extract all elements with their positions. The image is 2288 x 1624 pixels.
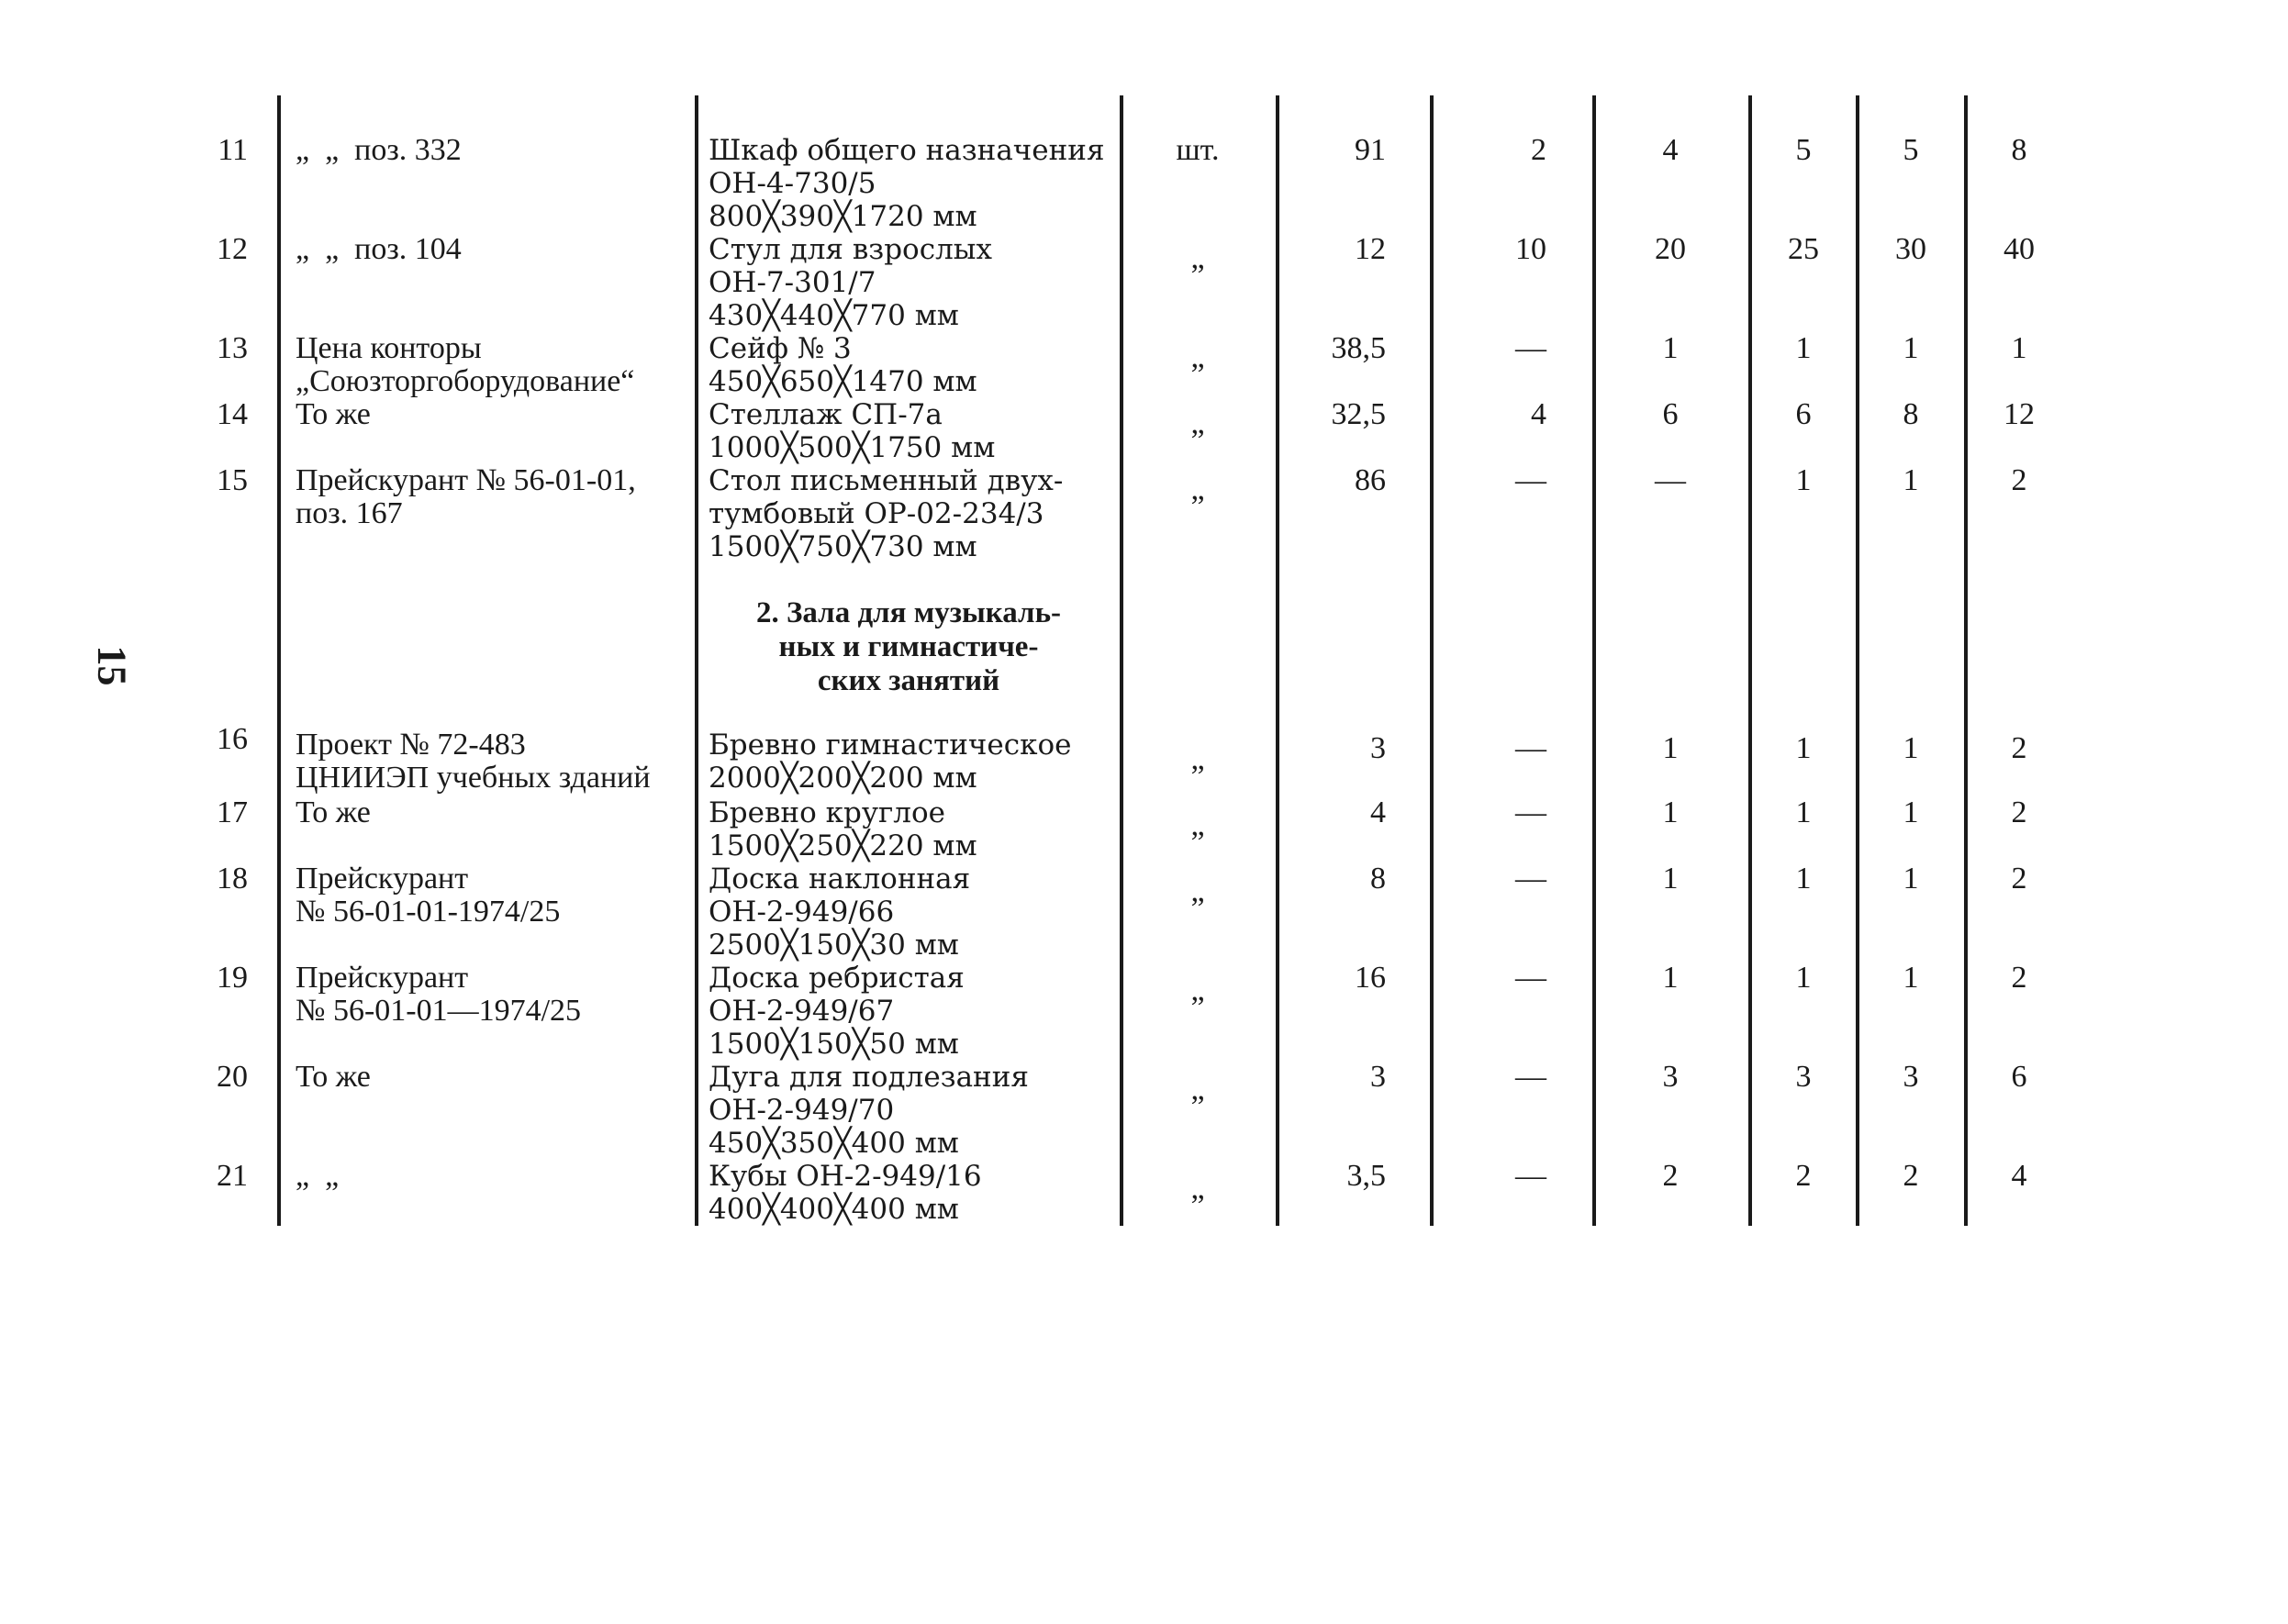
price-cell: 12 xyxy=(1355,232,1386,266)
row-number: 14 xyxy=(217,397,248,431)
unit-cell: „ xyxy=(1190,1073,1205,1107)
source-cell: Проект № 72-483 ЦНИИЭП учебных зданий xyxy=(296,728,651,795)
source-cell: „ „ поз. 104 xyxy=(296,232,462,266)
unit-cell: „ xyxy=(1190,241,1205,275)
quantity-cell: 6 xyxy=(2011,1060,2027,1094)
source-cell: То же xyxy=(296,1060,371,1094)
quantity-cell: 1 xyxy=(1662,961,1679,995)
unit-cell: „ xyxy=(1190,874,1205,908)
price-cell: 91 xyxy=(1355,133,1386,167)
row-number: 12 xyxy=(217,232,248,266)
quantity-cell: 25 xyxy=(1788,232,1819,266)
column-rule xyxy=(277,95,281,1226)
column-rule xyxy=(1748,95,1752,1226)
quantity-cell: 4 xyxy=(2011,1159,2027,1193)
row-number: 16 xyxy=(217,722,248,756)
source-cell: Прейскурант № 56-01-01, поз. 167 xyxy=(296,463,636,530)
quantity-cell: 6 xyxy=(1795,397,1812,431)
quantity-cell: 10 xyxy=(1515,232,1546,266)
item-name-cell: Бревно гимнастическое 2000╳200╳200 мм xyxy=(709,729,1072,795)
quantity-cell: 8 xyxy=(1903,397,1919,431)
quantity-cell: 1 xyxy=(2011,331,2027,365)
quantity-cell: 2 xyxy=(2011,463,2027,497)
unit-cell: „ xyxy=(1190,406,1205,440)
quantity-cell: 1 xyxy=(1903,731,1919,765)
item-name-cell: Дуга для подлезания ОН-2-949/70 450╳350╳400 мм xyxy=(709,1061,1029,1160)
row-number: 19 xyxy=(217,961,248,995)
row-number: 21 xyxy=(217,1159,248,1193)
quantity-cell: 1 xyxy=(1662,331,1679,365)
item-name-cell: Стол письменный двух- тумбовый ОР-02-234/3 1500╳750╳730 мм xyxy=(709,464,1064,563)
quantity-cell: 1 xyxy=(1903,463,1919,497)
quantity-cell: 5 xyxy=(1903,133,1919,167)
quantity-cell: 2 xyxy=(2011,961,2027,995)
section-header: 2. Зала для музыкаль- ных и гимнастиче- ских занятий xyxy=(755,596,1062,697)
source-cell: То же xyxy=(296,397,371,431)
source-cell: Прейскурант № 56-01-01-1974/25 xyxy=(296,862,561,929)
price-cell: 86 xyxy=(1355,463,1386,497)
quantity-cell: 3 xyxy=(1795,1060,1812,1094)
quantity-cell: 1 xyxy=(1903,331,1919,365)
price-cell: 16 xyxy=(1355,961,1386,995)
column-rule xyxy=(1430,95,1434,1226)
quantity-cell: — xyxy=(1515,1060,1546,1094)
quantity-cell: 1 xyxy=(1662,795,1679,829)
item-name-cell: Кубы ОН-2-949/16 400╳400╳400 мм xyxy=(709,1160,982,1226)
quantity-cell: — xyxy=(1515,463,1546,497)
source-cell: „ „ поз. 332 xyxy=(296,133,462,167)
row-number: 15 xyxy=(217,463,248,497)
quantity-cell: — xyxy=(1515,862,1546,895)
quantity-cell: 40 xyxy=(2003,232,2035,266)
row-number: 20 xyxy=(217,1060,248,1094)
quantity-cell: 4 xyxy=(1662,133,1679,167)
column-rule xyxy=(1592,95,1596,1226)
quantity-cell: 1 xyxy=(1795,731,1812,765)
unit-cell: „ xyxy=(1190,973,1205,1007)
quantity-cell: 8 xyxy=(2011,133,2027,167)
quantity-cell: 12 xyxy=(2003,397,2035,431)
price-cell: 38,5 xyxy=(1331,331,1386,365)
quantity-cell: 4 xyxy=(1531,397,1546,431)
unit-cell: „ xyxy=(1190,808,1205,842)
quantity-cell: 3 xyxy=(1662,1060,1679,1094)
unit-cell: „ xyxy=(1190,1172,1205,1206)
quantity-cell: 1 xyxy=(1795,463,1812,497)
price-cell: 3 xyxy=(1370,1060,1386,1094)
quantity-cell: 2 xyxy=(1662,1159,1679,1193)
row-number: 13 xyxy=(217,331,248,365)
quantity-cell: 1 xyxy=(1795,961,1812,995)
price-cell: 3,5 xyxy=(1346,1159,1386,1193)
row-number: 17 xyxy=(217,795,248,829)
quantity-cell: 20 xyxy=(1655,232,1686,266)
quantity-cell: 6 xyxy=(1662,397,1679,431)
unit-cell: „ xyxy=(1190,742,1205,776)
quantity-cell: 2 xyxy=(2011,795,2027,829)
column-rule xyxy=(1120,95,1123,1226)
quantity-cell: 1 xyxy=(1795,862,1812,895)
price-cell: 3 xyxy=(1370,731,1386,765)
quantity-cell: 1 xyxy=(1903,862,1919,895)
source-cell: „ „ xyxy=(296,1159,340,1193)
quantity-cell: 3 xyxy=(1903,1060,1919,1094)
quantity-cell: 1 xyxy=(1903,961,1919,995)
row-number: 11 xyxy=(218,133,248,167)
item-name-cell: Шкаф общего назначения ОН-4-730/5 800╳390╳1720 мм xyxy=(709,134,1105,233)
quantity-cell: — xyxy=(1515,331,1546,365)
item-name-cell: Стул для взрослых ОН-7-301/7 430╳440╳770 мм xyxy=(709,233,992,332)
item-name-cell: Доска ребристая ОН-2-949/67 1500╳150╳50 мм xyxy=(709,962,965,1061)
quantity-cell: 2 xyxy=(1795,1159,1812,1193)
quantity-cell: — xyxy=(1515,731,1546,765)
quantity-cell: 2 xyxy=(1531,133,1546,167)
quantity-cell: 1 xyxy=(1662,731,1679,765)
quantity-cell: 2 xyxy=(2011,731,2027,765)
price-cell: 8 xyxy=(1370,862,1386,895)
item-name-cell: Стеллаж СП-7а 1000╳500╳1750 мм xyxy=(709,398,996,464)
quantity-cell: 2 xyxy=(1903,1159,1919,1193)
quantity-cell: 1 xyxy=(1903,795,1919,829)
quantity-cell: — xyxy=(1655,463,1686,497)
quantity-cell: 1 xyxy=(1662,862,1679,895)
quantity-cell: 1 xyxy=(1795,795,1812,829)
price-cell: 32,5 xyxy=(1331,397,1386,431)
source-cell: Прейскурант № 56-01-01—1974/25 xyxy=(296,961,582,1028)
item-name-cell: Бревно круглое 1500╳250╳220 мм xyxy=(709,796,977,862)
unit-cell: шт. xyxy=(1176,133,1220,167)
column-rule xyxy=(1276,95,1279,1226)
page-number: 15 xyxy=(89,645,135,686)
item-name-cell: Доска наклонная ОН-2-949/66 2500╳150╳30 мм xyxy=(709,862,971,962)
item-name-cell: Сейф № 3 450╳650╳1470 мм xyxy=(709,332,977,398)
quantity-cell: 1 xyxy=(1795,331,1812,365)
unit-cell: „ xyxy=(1190,473,1205,506)
unit-cell: „ xyxy=(1190,340,1205,374)
quantity-cell: 5 xyxy=(1795,133,1812,167)
column-rule xyxy=(1856,95,1859,1226)
row-number: 18 xyxy=(217,862,248,895)
source-cell: Цена конторы „Союзторгоборудование“ xyxy=(296,331,635,398)
quantity-cell: 30 xyxy=(1895,232,1926,266)
quantity-cell: 2 xyxy=(2011,862,2027,895)
column-rule xyxy=(695,95,698,1226)
quantity-cell: — xyxy=(1515,1159,1546,1193)
quantity-cell: — xyxy=(1515,795,1546,829)
quantity-cell: — xyxy=(1515,961,1546,995)
source-cell: То же xyxy=(296,795,371,829)
column-rule xyxy=(1964,95,1968,1226)
price-cell: 4 xyxy=(1370,795,1386,829)
